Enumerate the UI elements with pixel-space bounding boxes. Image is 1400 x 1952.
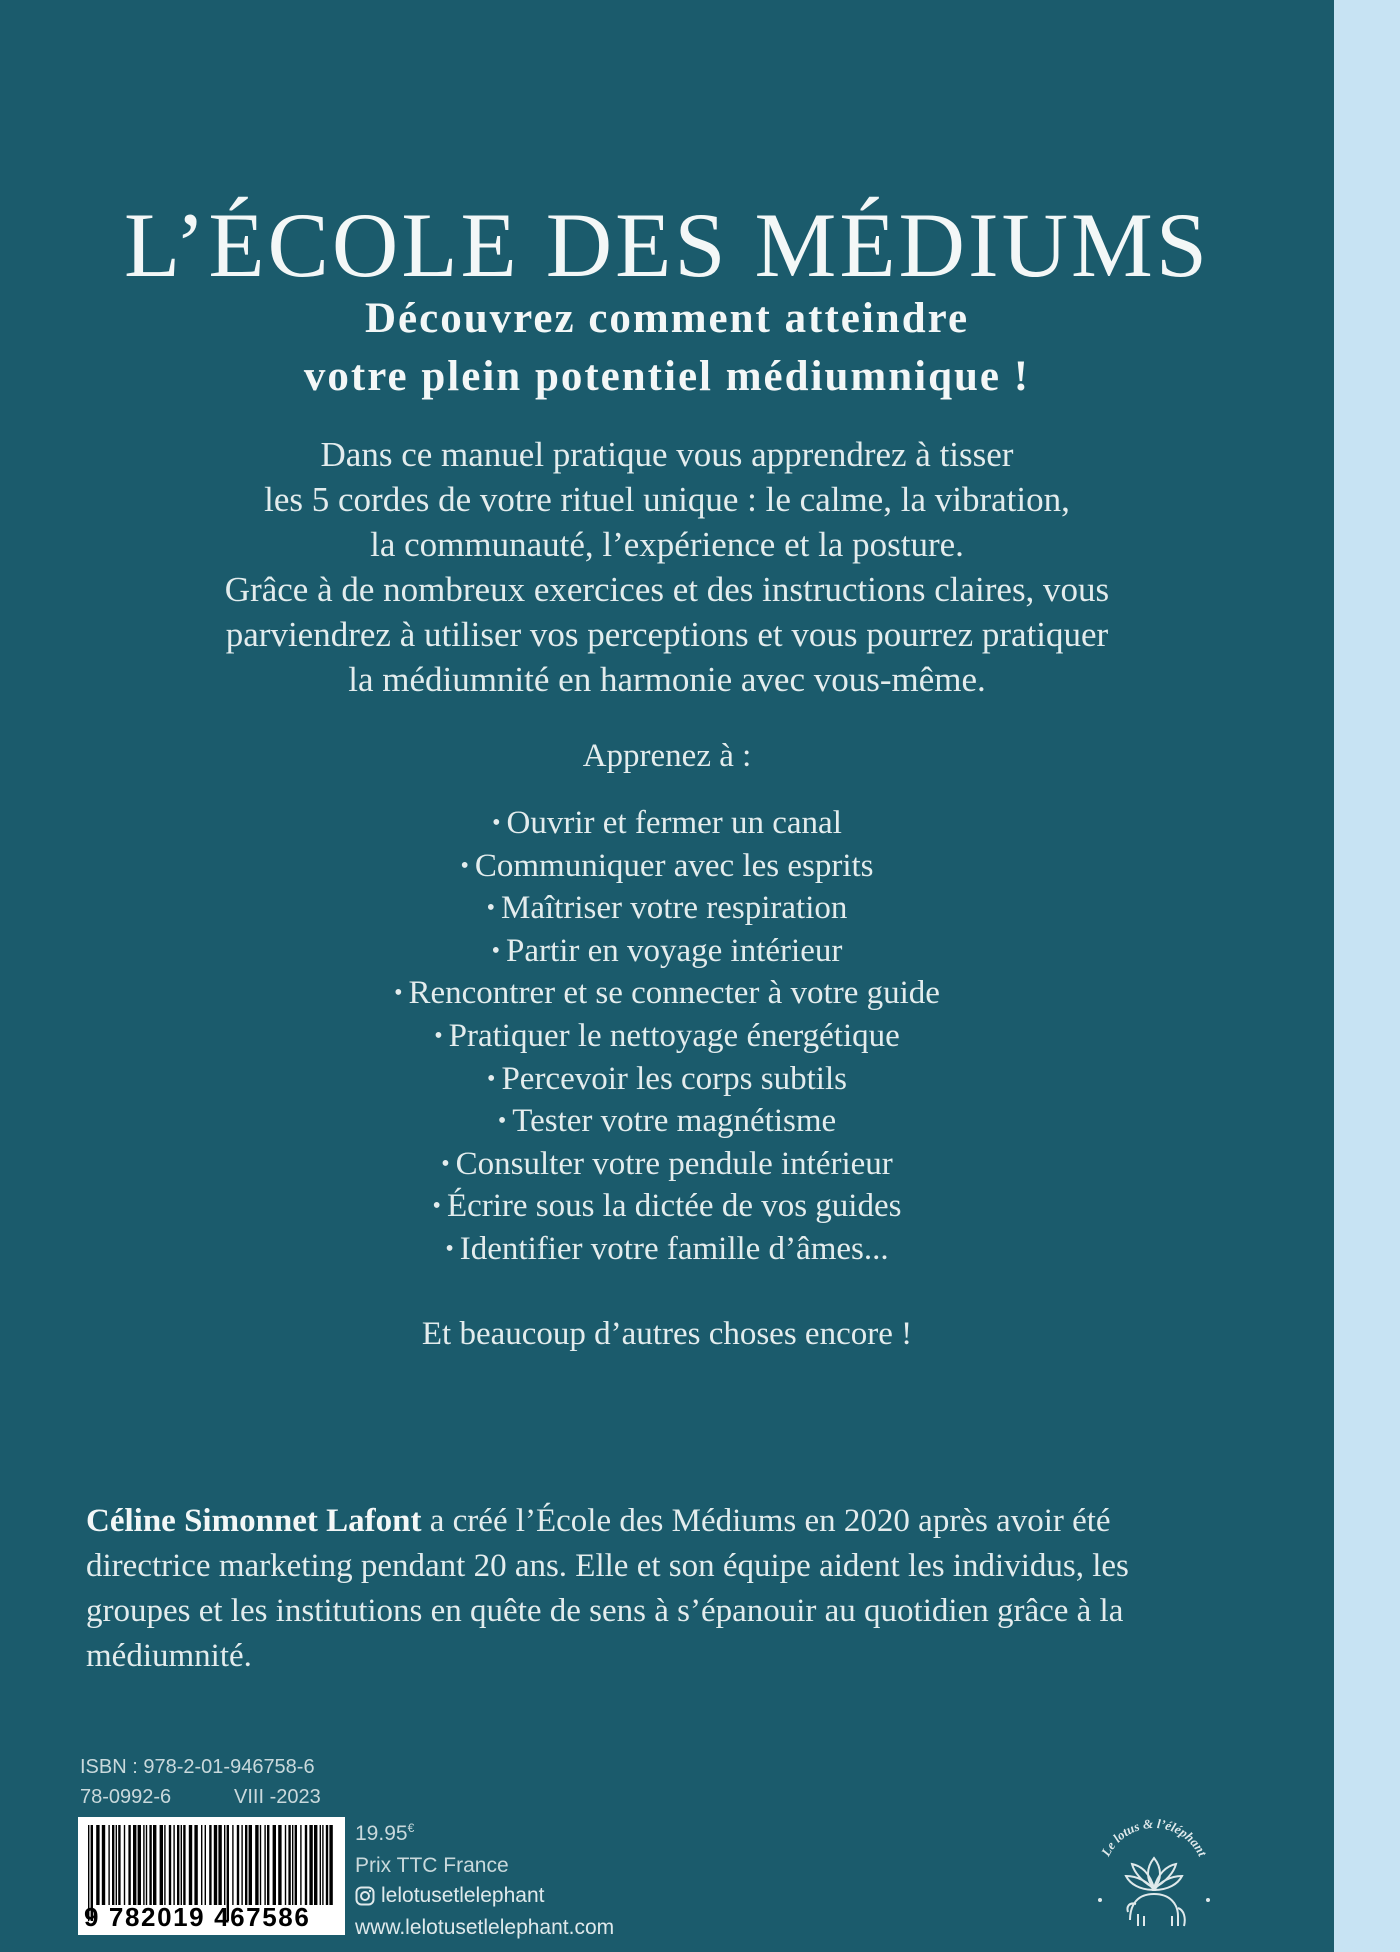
barcode <box>78 1817 345 1935</box>
barcode-bar <box>201 1825 202 1905</box>
book-title: L’ÉCOLE DES MÉDIUMS <box>123 193 1211 296</box>
barcode-bar <box>205 1825 206 1905</box>
instagram-handle: lelotusetlelephant <box>381 1884 545 1907</box>
logo-text: Le lotus & l’éléphant <box>1097 1815 1211 1859</box>
barcode-bar <box>128 1825 130 1905</box>
barcode-bar <box>181 1825 182 1905</box>
list-item: • Ouvrir et fermer un canal <box>0 802 1334 845</box>
tagline-line-2: votre plein potentiel médiumnique ! <box>303 353 1031 400</box>
barcode-bar <box>326 1825 328 1905</box>
barcode-bar <box>292 1825 293 1905</box>
barcode-bar <box>108 1825 109 1905</box>
barcode-bar <box>194 1825 197 1905</box>
barcode-bar <box>96 1825 99 1905</box>
barcode-bar <box>305 1825 307 1905</box>
barcode-bar <box>143 1825 144 1905</box>
tagline-line-1: Découvrez comment atteindre <box>364 295 970 342</box>
instagram-link[interactable] <box>355 1880 614 1912</box>
barcode-bar <box>164 1825 165 1905</box>
author-bio-text: a créé l’École des Médiums en 2020 après avoir été directrice marketing pendant 20 ans. Elle et son équipe aident les individus, les groupes et les institutions en quête de sens à s’épanouir au quotidien grâce à la médiumnité. <box>86 1503 1129 1674</box>
barcode-bar <box>264 1825 265 1905</box>
lotus-icon <box>1126 1858 1182 1890</box>
intro-line: Dans ce manuel pratique vous apprendrez à tisser <box>320 435 1014 474</box>
intro-paragraph <box>60 432 1274 702</box>
barcode-bar <box>288 1825 290 1905</box>
price-currency: € <box>407 1821 415 1835</box>
barcode-bar <box>209 1825 211 1905</box>
intro-line: Grâce à de nombreux exercices et des instructions claires, vous <box>224 570 1110 609</box>
barcode-bar <box>285 1825 286 1905</box>
list-item: • Maîtriser votre respiration <box>0 887 1334 930</box>
barcode-bar <box>278 1825 281 1905</box>
price-block <box>355 1812 509 1882</box>
author-bio <box>86 1499 1206 1679</box>
barcode-bar <box>169 1825 171 1905</box>
intro-line: la communauté, l’expérience et la posture. <box>370 525 964 564</box>
elephant-icon <box>1127 1894 1184 1926</box>
intro-line: les 5 cordes de votre rituel unique : le calme, la vibration, <box>264 480 1070 519</box>
print-date: VIII -2023 <box>234 1786 321 1808</box>
barcode-bar <box>224 1825 225 1905</box>
barcode-bar <box>329 1825 332 1905</box>
list-item: • Partir en voyage intérieur <box>0 930 1334 973</box>
outro-text: Et beaucoup d’autres choses encore ! <box>421 1316 913 1352</box>
learn-list <box>0 802 1334 1271</box>
barcode-bar <box>320 1825 321 1905</box>
intro-line: la médiumnité en harmonie avec vous-même. <box>348 660 986 699</box>
social-links <box>355 1880 614 1944</box>
barcode-bar <box>260 1825 261 1905</box>
learn-heading: Apprenez à : <box>582 738 752 774</box>
barcode-bar <box>295 1825 297 1905</box>
website-link[interactable]: www.lelotusetlelephant.com <box>355 1916 615 1939</box>
barcode-bar <box>173 1825 174 1905</box>
barcode-bar <box>138 1825 141 1905</box>
barcode-bar <box>267 1825 269 1905</box>
barcode-digits: 9 782019 467586 <box>84 1902 311 1932</box>
barcode-bar <box>189 1825 192 1905</box>
spine-edge <box>1334 0 1400 1952</box>
barcode-bar <box>237 1825 239 1905</box>
barcode-bar <box>124 1825 125 1905</box>
barcode-bar <box>177 1825 179 1905</box>
print-info <box>80 1782 321 1812</box>
barcode-bar <box>112 1825 114 1905</box>
barcode-bar <box>322 1825 323 1905</box>
price-amount: 19.95 <box>355 1822 408 1845</box>
intro-line: parviendrez à utiliser vos perceptions et vous pourrez pratiquer <box>225 615 1109 654</box>
price <box>355 1812 509 1850</box>
barcode-bar <box>245 1825 247 1905</box>
instagram-icon <box>355 1886 375 1906</box>
barcode-bar <box>273 1825 276 1905</box>
barcode-bar <box>116 1825 117 1905</box>
isbn-block <box>80 1752 321 1812</box>
barcode-bar <box>146 1825 147 1905</box>
barcode-bar <box>118 1825 120 1905</box>
list-item: • Identifier votre famille d’âmes... <box>0 1228 1334 1271</box>
barcode-bar <box>214 1825 217 1905</box>
barcode-bar <box>160 1825 163 1905</box>
barcode-bar <box>153 1825 156 1905</box>
barcode-bar <box>249 1825 252 1905</box>
tagline <box>0 290 1334 406</box>
author-name: Céline Simonnet Lafont <box>86 1503 422 1539</box>
print-code: 78-0992-6 <box>80 1786 172 1808</box>
barcode-bar <box>309 1825 312 1905</box>
isbn-number: ISBN : 978-2-01-946758-6 <box>80 1756 315 1778</box>
barcode-bar <box>300 1825 301 1905</box>
barcode-bar <box>183 1825 185 1905</box>
list-item: • Écrire sous la dictée de vos guides <box>0 1185 1334 1228</box>
list-item: • Percevoir les corps subtils <box>0 1058 1334 1101</box>
svg-text:Le lotus & l’éléphant <box>1097 1816 1210 1860</box>
list-item: • Communiquer avec les esprits <box>0 845 1334 888</box>
barcode-bar <box>255 1825 258 1905</box>
list-item: • Rencontrer et se connecter à votre guide <box>0 972 1334 1015</box>
list-item: • Pratiquer le nettoyage énergétique <box>0 1015 1334 1058</box>
price-label: Prix TTC France <box>355 1854 509 1877</box>
barcode-bar <box>102 1825 105 1905</box>
barcode-bar <box>314 1825 317 1905</box>
barcode-bar <box>133 1825 136 1905</box>
barcode-bar <box>232 1825 233 1905</box>
lotus-elephant-logo <box>1086 1808 1222 1944</box>
barcode-bar <box>241 1825 242 1905</box>
barcode-bar <box>218 1825 221 1905</box>
list-item: • Tester votre magnétisme <box>0 1100 1334 1143</box>
list-item: • Consulter votre pendule intérieur <box>0 1143 1334 1186</box>
barcode-bar <box>149 1825 151 1905</box>
